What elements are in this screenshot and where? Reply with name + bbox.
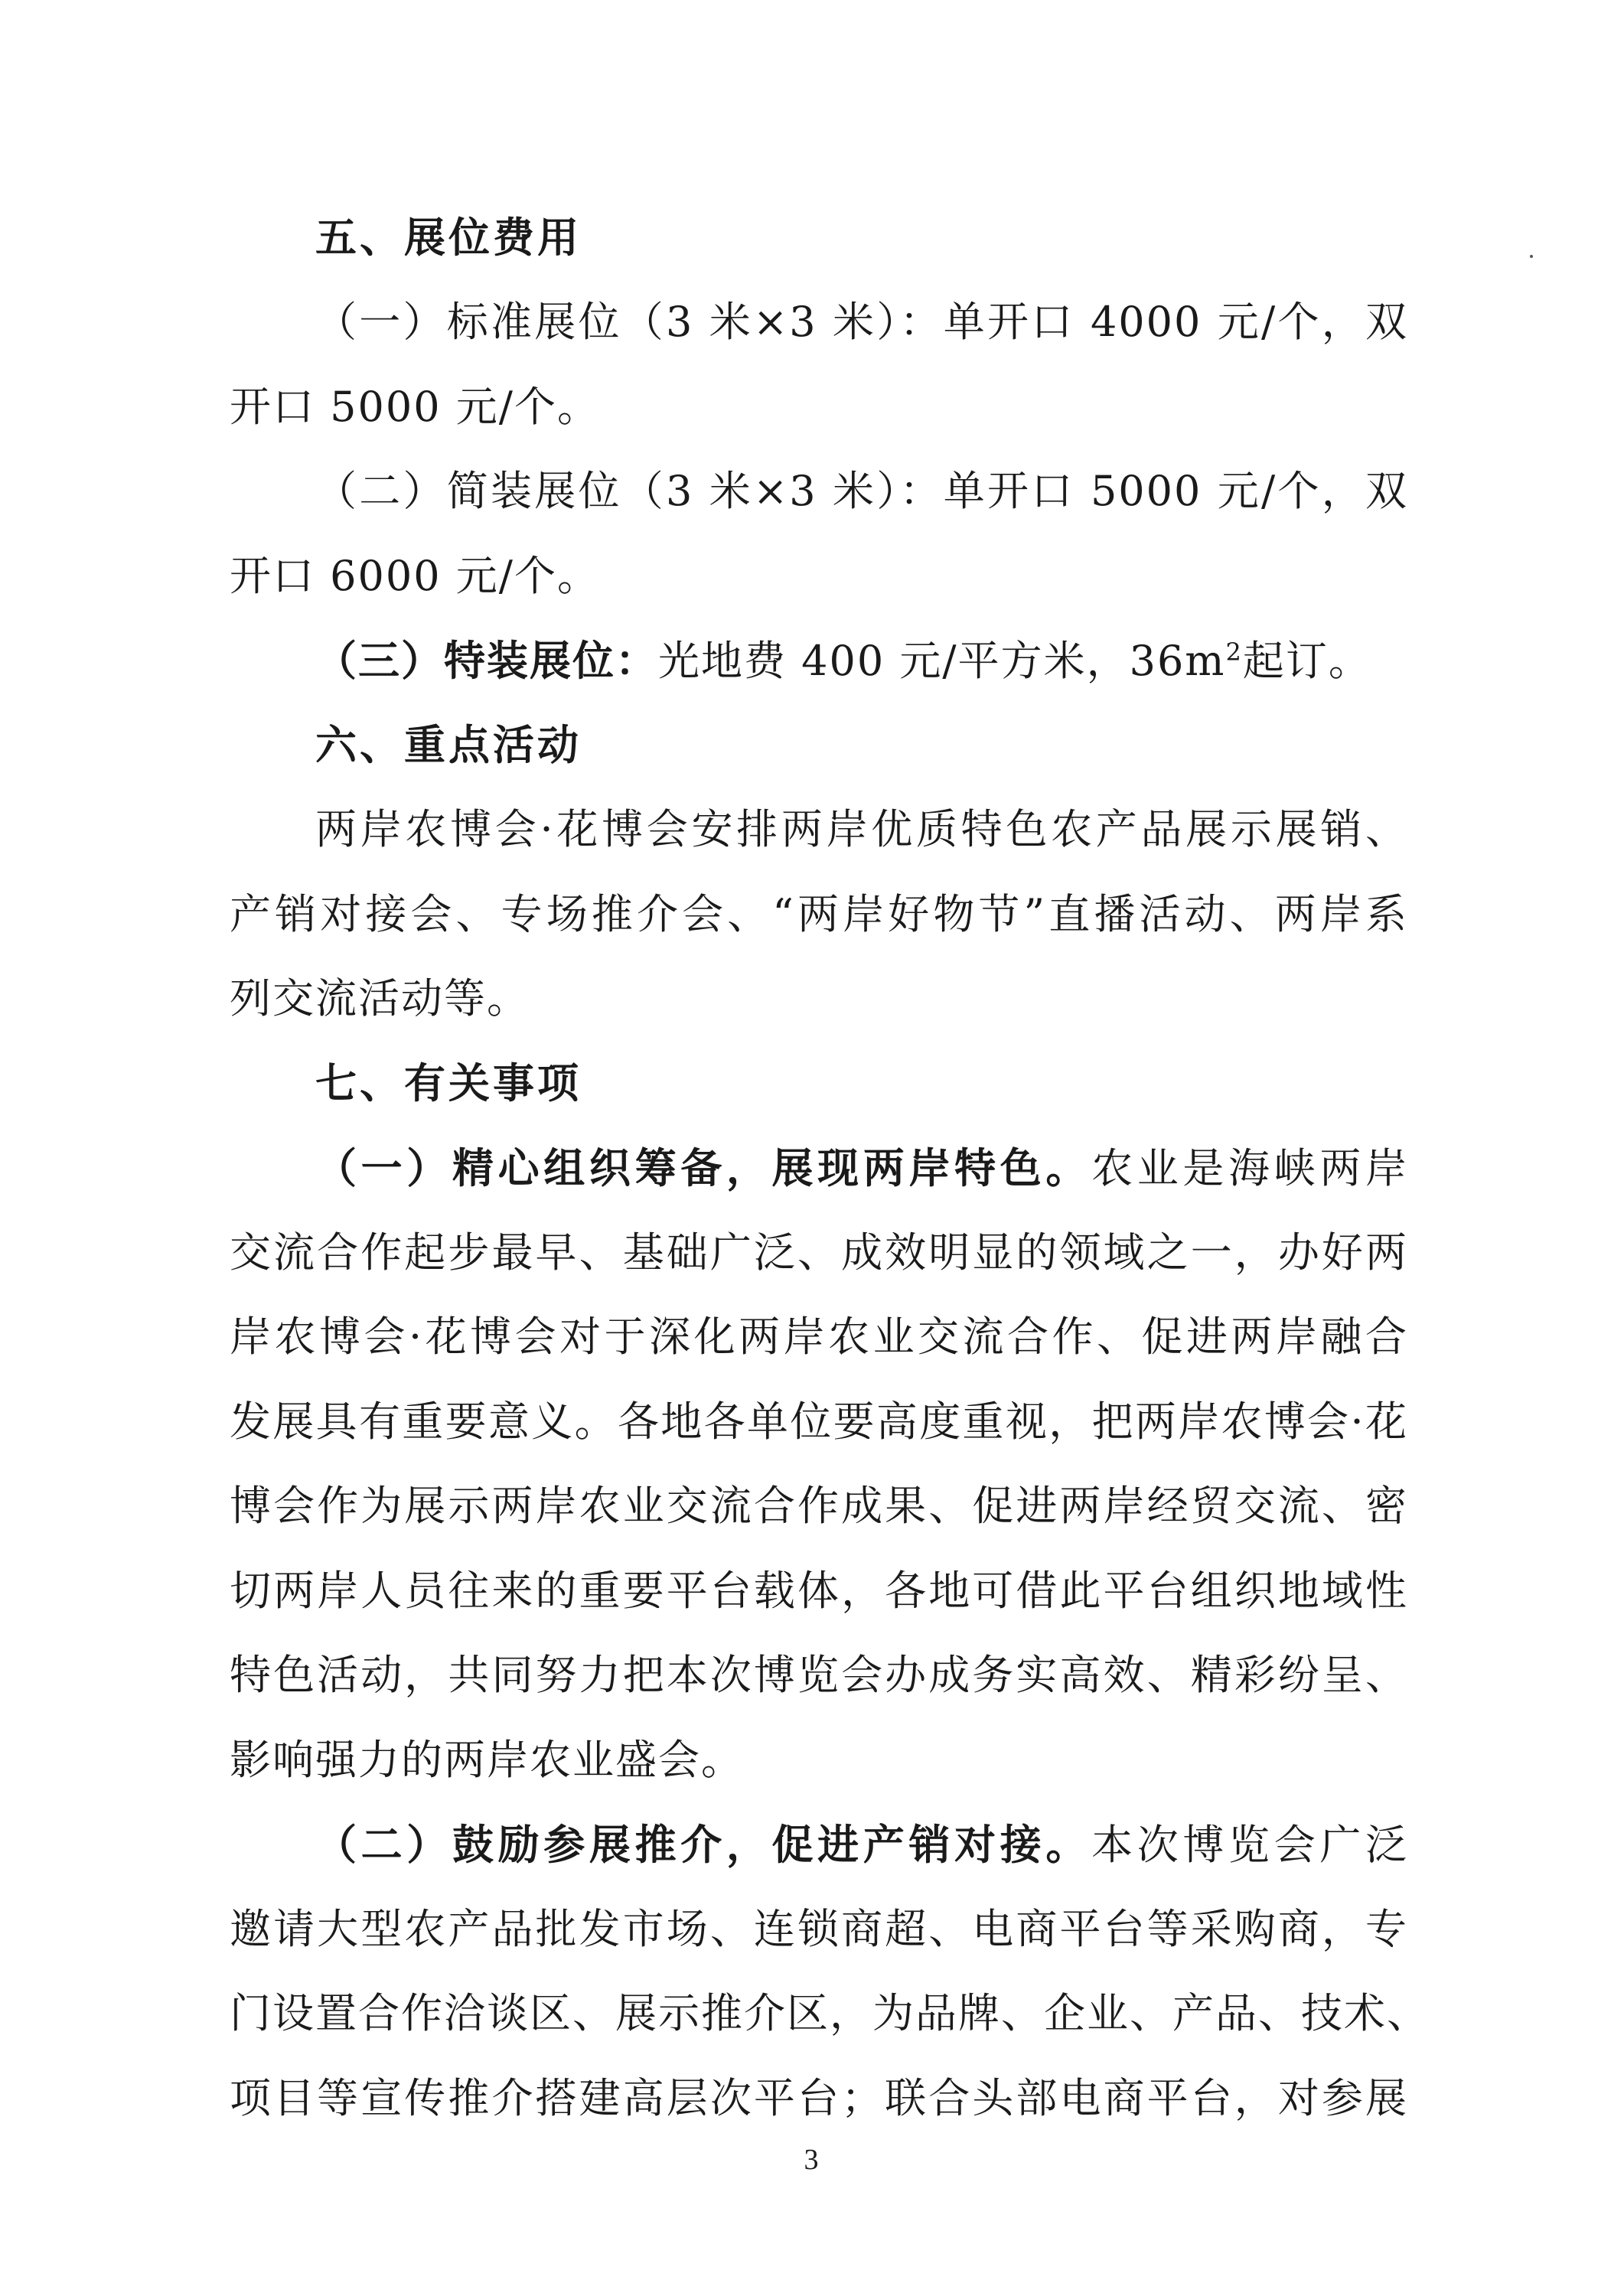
- section-5-item-3: [315, 635, 1408, 686]
- section-7-para-1-line-2: 交流合作起步最早、基础广泛、成效明显的领域之一，办好两: [230, 1228, 1408, 1277]
- section-7-para-1-line-6: 切两岸人员往来的重要平台载体，各地可借此平台组织地域性: [230, 1567, 1408, 1615]
- section-7-para-2-first: 本次博览会广泛: [1091, 1821, 1409, 1869]
- section-7-para-1-line-7: 特色活动，共同努力把本次博览会办成务实高效、精彩纷呈、: [230, 1651, 1408, 1699]
- section-5-item-1-line-2: 开口 5000 元/个。: [230, 383, 600, 431]
- section-6-line-3: 列交流活动等。: [230, 974, 530, 1022]
- section-5-item-2-line-2: 开口 6000 元/个。: [230, 552, 600, 600]
- section-5-item-1-line-1: （一）标准展位（3 米×3 米）：单开口 4000 元/个，双: [315, 298, 1408, 346]
- section-6-line-2: 产销对接会、专场推介会、“两岸好物节”直播活动、两岸系: [230, 890, 1408, 938]
- section-5-item-3-text-b: 起订。: [1242, 637, 1371, 685]
- section-7-para-2-line-3: 门设置合作洽谈区、展示推介区，为品牌、企业、产品、技术、: [230, 1989, 1430, 2037]
- section-7-para-1-line-4: 发展具有重要意义。各地各单位要高度重视，把两岸农博会·花: [230, 1397, 1408, 1446]
- scan-speck: [1530, 255, 1533, 258]
- section-5-item-2-line-1: （二）简装展位（3 米×3 米）：单开口 5000 元/个，双: [315, 467, 1408, 515]
- section-7-para-1-line-3: 岸农博会·花博会对于深化两岸农业交流合作、促进两岸融合: [230, 1313, 1408, 1361]
- section-7-para-2-line-4: 项目等宣传推介搭建高层次平台；联合头部电商平台，对参展: [230, 2074, 1408, 2122]
- section-5-item-3-text-a: 光地费 400 元/平方米，36m: [658, 637, 1226, 685]
- section-7-para-1-line-5: 博会作为展示两岸农业交流合作成果、促进两岸经贸交流、密: [230, 1482, 1408, 1530]
- section-5-item-3-lead: （三）特装展位：: [315, 636, 658, 685]
- section-6-line-1: 两岸农博会·花博会安排两岸优质特色农产品展示展销、: [315, 805, 1408, 853]
- section-7-para-1-lead: （一）精心组织筹备，展现两岸特色。: [315, 1143, 1092, 1192]
- section-7-heading: 七、有关事项: [315, 1059, 582, 1107]
- section-7-para-2-line-1: [315, 1819, 1408, 1870]
- section-7-para-1-line-1: [315, 1143, 1408, 1193]
- section-6-heading: 六、重点活动: [315, 721, 582, 769]
- section-7-para-1-line-8: 影响强力的两岸农业盛会。: [230, 1736, 744, 1784]
- superscript-2: 2: [1225, 638, 1243, 667]
- section-7-para-2-lead: （二）鼓励参展推介，促进产销对接。: [315, 1820, 1092, 1869]
- section-7-para-2-line-2: 邀请大型农产品批发市场、连锁商超、电商平台等采购商，专: [230, 1905, 1408, 1953]
- page-number: 3: [804, 2144, 819, 2176]
- section-5-heading: 五、展位费用: [315, 214, 582, 262]
- section-7-para-1-first: 农业是海峡两岸: [1091, 1144, 1409, 1192]
